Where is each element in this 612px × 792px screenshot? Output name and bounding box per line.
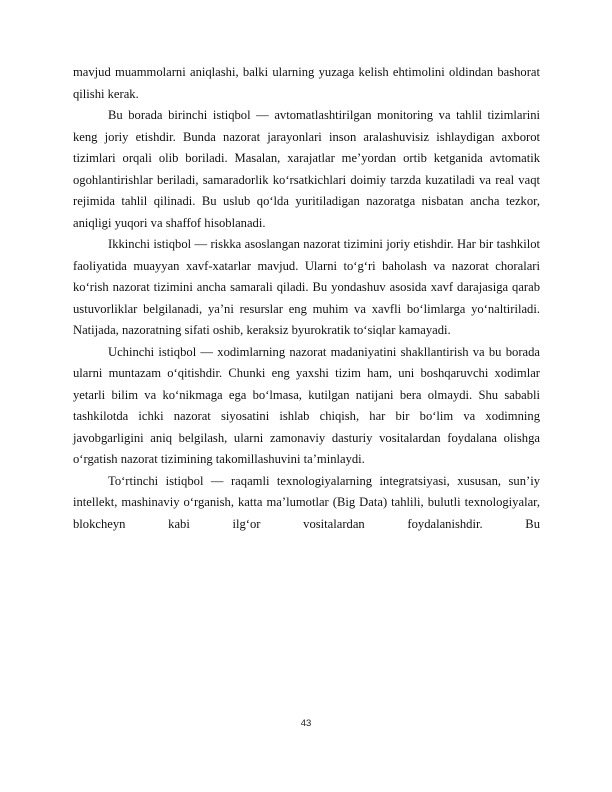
paragraph-fourth-perspective: To‘rtinchi istiqbol — raqamli texnologiyalarning integratsiyasi, xususan, sun’iy intellekt, mashinaviy o‘rganish, katta ma’lumotlar (Big Data) tahlili, bulutli texnologiyalar, blokcheyn kabi ilg‘or vositalardan foydalanishdir. Bu (73, 473, 540, 531)
paragraph-continuation: mavjud muammolarni aniqlashi, balki ularning yuzaga kelish ehtimolini oldindan bashorat qilishi kerak. (73, 65, 540, 101)
paragraph-first-perspective: Bu borada birinchi istiqbol — avtomatlashtirilgan monitoring va tahlil tizimlarini keng joriy etishdir. Bunda nazorat jarayonlari inson aralashuvisiz ishlaydigan axborot tizimlari orqali olib boriladi. Masalan, xarajatlar me’yordan ortib ketganida avtomatik ogohlantirishlar beriladi, samaradorlik ko‘rsatkichlari doimiy tarzda kuzatiladi va real vaqt rejimida tahlil qilinadi. Bu uslub qo‘lda yuritiladigan nazoratga nisbatan ancha tezkor, aniqligi yuqori va shaffof hisoblanadi. (73, 108, 540, 230)
body-text (73, 62, 540, 535)
paragraph-second-perspective: Ikkinchi istiqbol — riskka asoslangan nazorat tizimini joriy etishdir. Har bir tashkilot faoliyatida muayyan xavf-xatarlar mavjud. Ularni to‘g‘ri baholash va nazorat choralari ko‘rish nazorat tizimini ancha samarali qiladi. Bu yondashuv asosida xavf darajasiga qarab ustuvorliklar belgilanadi, ya’ni resurslar eng muhim va xavfli bo‘limlarga yo‘naltiriladi. Natijada, nazoratning sifati oshib, keraksiz byurokratik to‘siqlar kamayadi. (73, 237, 540, 337)
paragraph-third-perspective: Uchinchi istiqbol — xodimlarning nazorat madaniyatini shakllantirish va bu borada ularni muntazam o‘qitishdir. Chunki eng yaxshi tizim ham, uni boshqaruvchi xodimlar yetarli bilim va ko‘nikmaga ega bo‘lmasa, kutilgan natijani bera olmaydi. Shu sababli tashkilotda ichki nazorat siyosatini ishlab chiqish, har bir bo‘lim va xodimning javobgarligini aniq belgilash, ularni zamonaviy dasturiy vositalardan foydalana olishga o‘rgatish nazorat tizimining takomillashuvini ta’minlaydi. (73, 344, 540, 466)
page-number: 43 (300, 718, 312, 729)
